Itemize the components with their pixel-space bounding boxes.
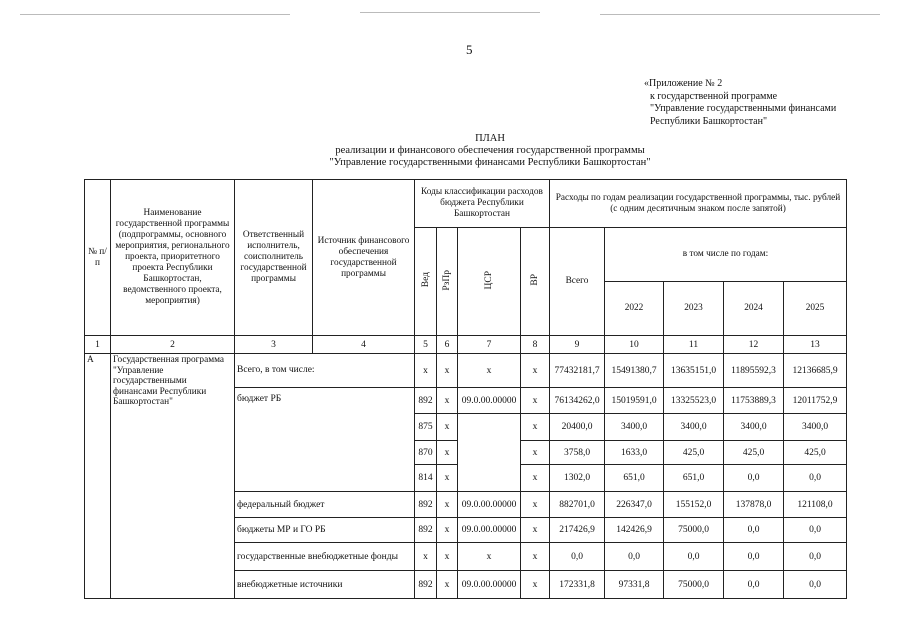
source-cell: Всего, в том числе:: [235, 354, 415, 388]
year-cell: 0,0: [784, 543, 847, 571]
header-year: 2023: [664, 282, 724, 336]
rzpr-cell: х: [437, 465, 458, 492]
total-cell: 76134262,0: [550, 388, 605, 414]
year-cell: 142426,9: [605, 518, 664, 543]
year-cell: 0,0: [784, 465, 847, 492]
csr-cell: 09.0.00.00000: [458, 388, 521, 414]
year-cell: 0,0: [724, 465, 784, 492]
title-line: ПЛАН: [475, 133, 505, 144]
title-line: реализации и финансового обеспечения государственной программы: [335, 145, 645, 156]
col-number: 13: [784, 336, 847, 354]
vr-cell: х: [521, 388, 550, 414]
ved-cell: 870: [415, 441, 437, 465]
year-cell: 121108,0: [784, 492, 847, 518]
document-title: [300, 133, 680, 169]
ved-cell: 892: [415, 492, 437, 518]
year-cell: 155152,0: [664, 492, 724, 518]
ved-cell: х: [415, 543, 437, 571]
year-cell: 11753889,3: [724, 388, 784, 414]
year-cell: 0,0: [724, 571, 784, 599]
col-number: 3: [235, 336, 313, 354]
appendix-line: к государственной программе: [650, 90, 778, 102]
rzpr-cell: х: [437, 518, 458, 543]
csr-cell: 09.0.00.00000: [458, 571, 521, 599]
year-cell: 3400,0: [664, 414, 724, 441]
year-cell: 15019591,0: [605, 388, 664, 414]
header-year: 2025: [784, 282, 847, 336]
year-cell: 11895592,3: [724, 354, 784, 388]
appendix-line: Республики Башкортостан": [650, 115, 768, 127]
year-cell: 12011752,9: [784, 388, 847, 414]
header-year: 2022: [605, 282, 664, 336]
header-ved: Вед: [415, 228, 437, 336]
scan-artifact-line: [20, 14, 290, 15]
year-cell: 75000,0: [664, 571, 724, 599]
header-num: № п/п: [85, 180, 111, 336]
year-cell: 3400,0: [724, 414, 784, 441]
program-num: А: [85, 354, 111, 599]
vr-cell: х: [521, 492, 550, 518]
header-csr: ЦСР: [458, 228, 521, 336]
total-cell: 20400,0: [550, 414, 605, 441]
year-cell: 425,0: [724, 441, 784, 465]
header-name: Наименование государственной программы (подпрограммы, основного мероприятия, регионального проекта, приоритетного проекта Республики Башкортостан, ведомственного проекта, мероприятия): [111, 180, 235, 336]
year-cell: 13325523,0: [664, 388, 724, 414]
year-cell: 12136685,9: [784, 354, 847, 388]
vr-cell: х: [521, 543, 550, 571]
header-source: Источник финансового обеспечения государственной программы: [313, 180, 415, 336]
vr-cell: х: [521, 414, 550, 441]
column-numbers-row: [85, 336, 847, 354]
year-cell: 425,0: [664, 441, 724, 465]
header-rzpr: РзПр: [437, 228, 458, 336]
header-responsible: Ответственный исполнитель, соисполнитель государственной программы: [235, 180, 313, 336]
total-cell: 172331,8: [550, 571, 605, 599]
col-number: 12: [724, 336, 784, 354]
vr-cell: х: [521, 518, 550, 543]
csr-cell: х: [458, 543, 521, 571]
source-cell: бюджет РБ: [235, 388, 415, 492]
source-cell: бюджеты МР и ГО РБ: [235, 518, 415, 543]
year-cell: 137878,0: [724, 492, 784, 518]
year-cell: 1633,0: [605, 441, 664, 465]
year-cell: 651,0: [605, 465, 664, 492]
vr-cell: х: [521, 354, 550, 388]
ved-cell: х: [415, 354, 437, 388]
appendix-line: "Управление государственными финансами: [650, 103, 837, 114]
plan-table: [84, 179, 847, 599]
scan-artifact-line: [360, 12, 540, 13]
csr-cell: 09.0.00.00000: [458, 492, 521, 518]
year-cell: 651,0: [664, 465, 724, 492]
year-cell: 13635151,0: [664, 354, 724, 388]
rzpr-cell: х: [437, 388, 458, 414]
year-cell: 75000,0: [664, 518, 724, 543]
appendix-line: «Приложение № 2: [644, 78, 723, 89]
rzpr-cell: х: [437, 414, 458, 441]
year-cell: 0,0: [784, 518, 847, 543]
rzpr-cell: х: [437, 441, 458, 465]
year-cell: 425,0: [784, 441, 847, 465]
title-line: "Управление государственными финансами Республики Башкортостан": [329, 157, 651, 168]
csr-cell: 09.0.00.00000: [458, 518, 521, 543]
total-cell: 217426,9: [550, 518, 605, 543]
year-cell: 3400,0: [784, 414, 847, 441]
total-cell: 0,0: [550, 543, 605, 571]
source-cell: государственные внебюджетные фонды: [235, 543, 415, 571]
col-number: 5: [415, 336, 437, 354]
header-by-years: в том числе по годам:: [605, 228, 847, 282]
header-year: 2024: [724, 282, 784, 336]
csr-cell: х: [458, 354, 521, 388]
year-cell: 3400,0: [605, 414, 664, 441]
header-total: Всего: [550, 228, 605, 336]
year-cell: 0,0: [664, 543, 724, 571]
year-cell: 226347,0: [605, 492, 664, 518]
source-cell: внебюджетные источники: [235, 571, 415, 599]
year-cell: 0,0: [724, 543, 784, 571]
year-cell: 0,0: [605, 543, 664, 571]
header-codes: Коды классификации расходов бюджета Республики Башкортостан: [415, 180, 550, 228]
header-vr: ВР: [521, 228, 550, 336]
total-cell: 77432181,7: [550, 354, 605, 388]
appendix-note: [644, 78, 836, 128]
total-cell: 1302,0: [550, 465, 605, 492]
col-number: 7: [458, 336, 521, 354]
rzpr-cell: х: [437, 492, 458, 518]
ved-cell: 892: [415, 571, 437, 599]
rzpr-cell: х: [437, 543, 458, 571]
header-expenses: Расходы по годам реализации государственной программы, тыс. рублей (с одним десятичным знаком после запятой): [550, 180, 847, 228]
col-number: 9: [550, 336, 605, 354]
source-cell: федеральный бюджет: [235, 492, 415, 518]
page-number: 5: [466, 42, 473, 57]
vr-cell: х: [521, 441, 550, 465]
year-cell: 0,0: [724, 518, 784, 543]
csr-cell: [458, 414, 521, 492]
col-number: 1: [85, 336, 111, 354]
col-number: 8: [521, 336, 550, 354]
vr-cell: х: [521, 465, 550, 492]
total-cell: 882701,0: [550, 492, 605, 518]
year-cell: 15491380,7: [605, 354, 664, 388]
col-number: 2: [111, 336, 235, 354]
total-cell: 3758,0: [550, 441, 605, 465]
program-name: Государственная программа "Управление государственными финансами Республики Башкортостан": [111, 354, 235, 599]
col-number: 6: [437, 336, 458, 354]
year-cell: 0,0: [784, 571, 847, 599]
col-number: 11: [664, 336, 724, 354]
vr-cell: х: [521, 571, 550, 599]
ved-cell: 892: [415, 518, 437, 543]
ved-cell: 875: [415, 414, 437, 441]
ved-cell: 892: [415, 388, 437, 414]
rzpr-cell: х: [437, 571, 458, 599]
rzpr-cell: х: [437, 354, 458, 388]
ved-cell: 814: [415, 465, 437, 492]
col-number: 4: [313, 336, 415, 354]
scan-artifact-line: [600, 14, 880, 15]
year-cell: 97331,8: [605, 571, 664, 599]
col-number: 10: [605, 336, 664, 354]
table-row: [85, 354, 847, 388]
